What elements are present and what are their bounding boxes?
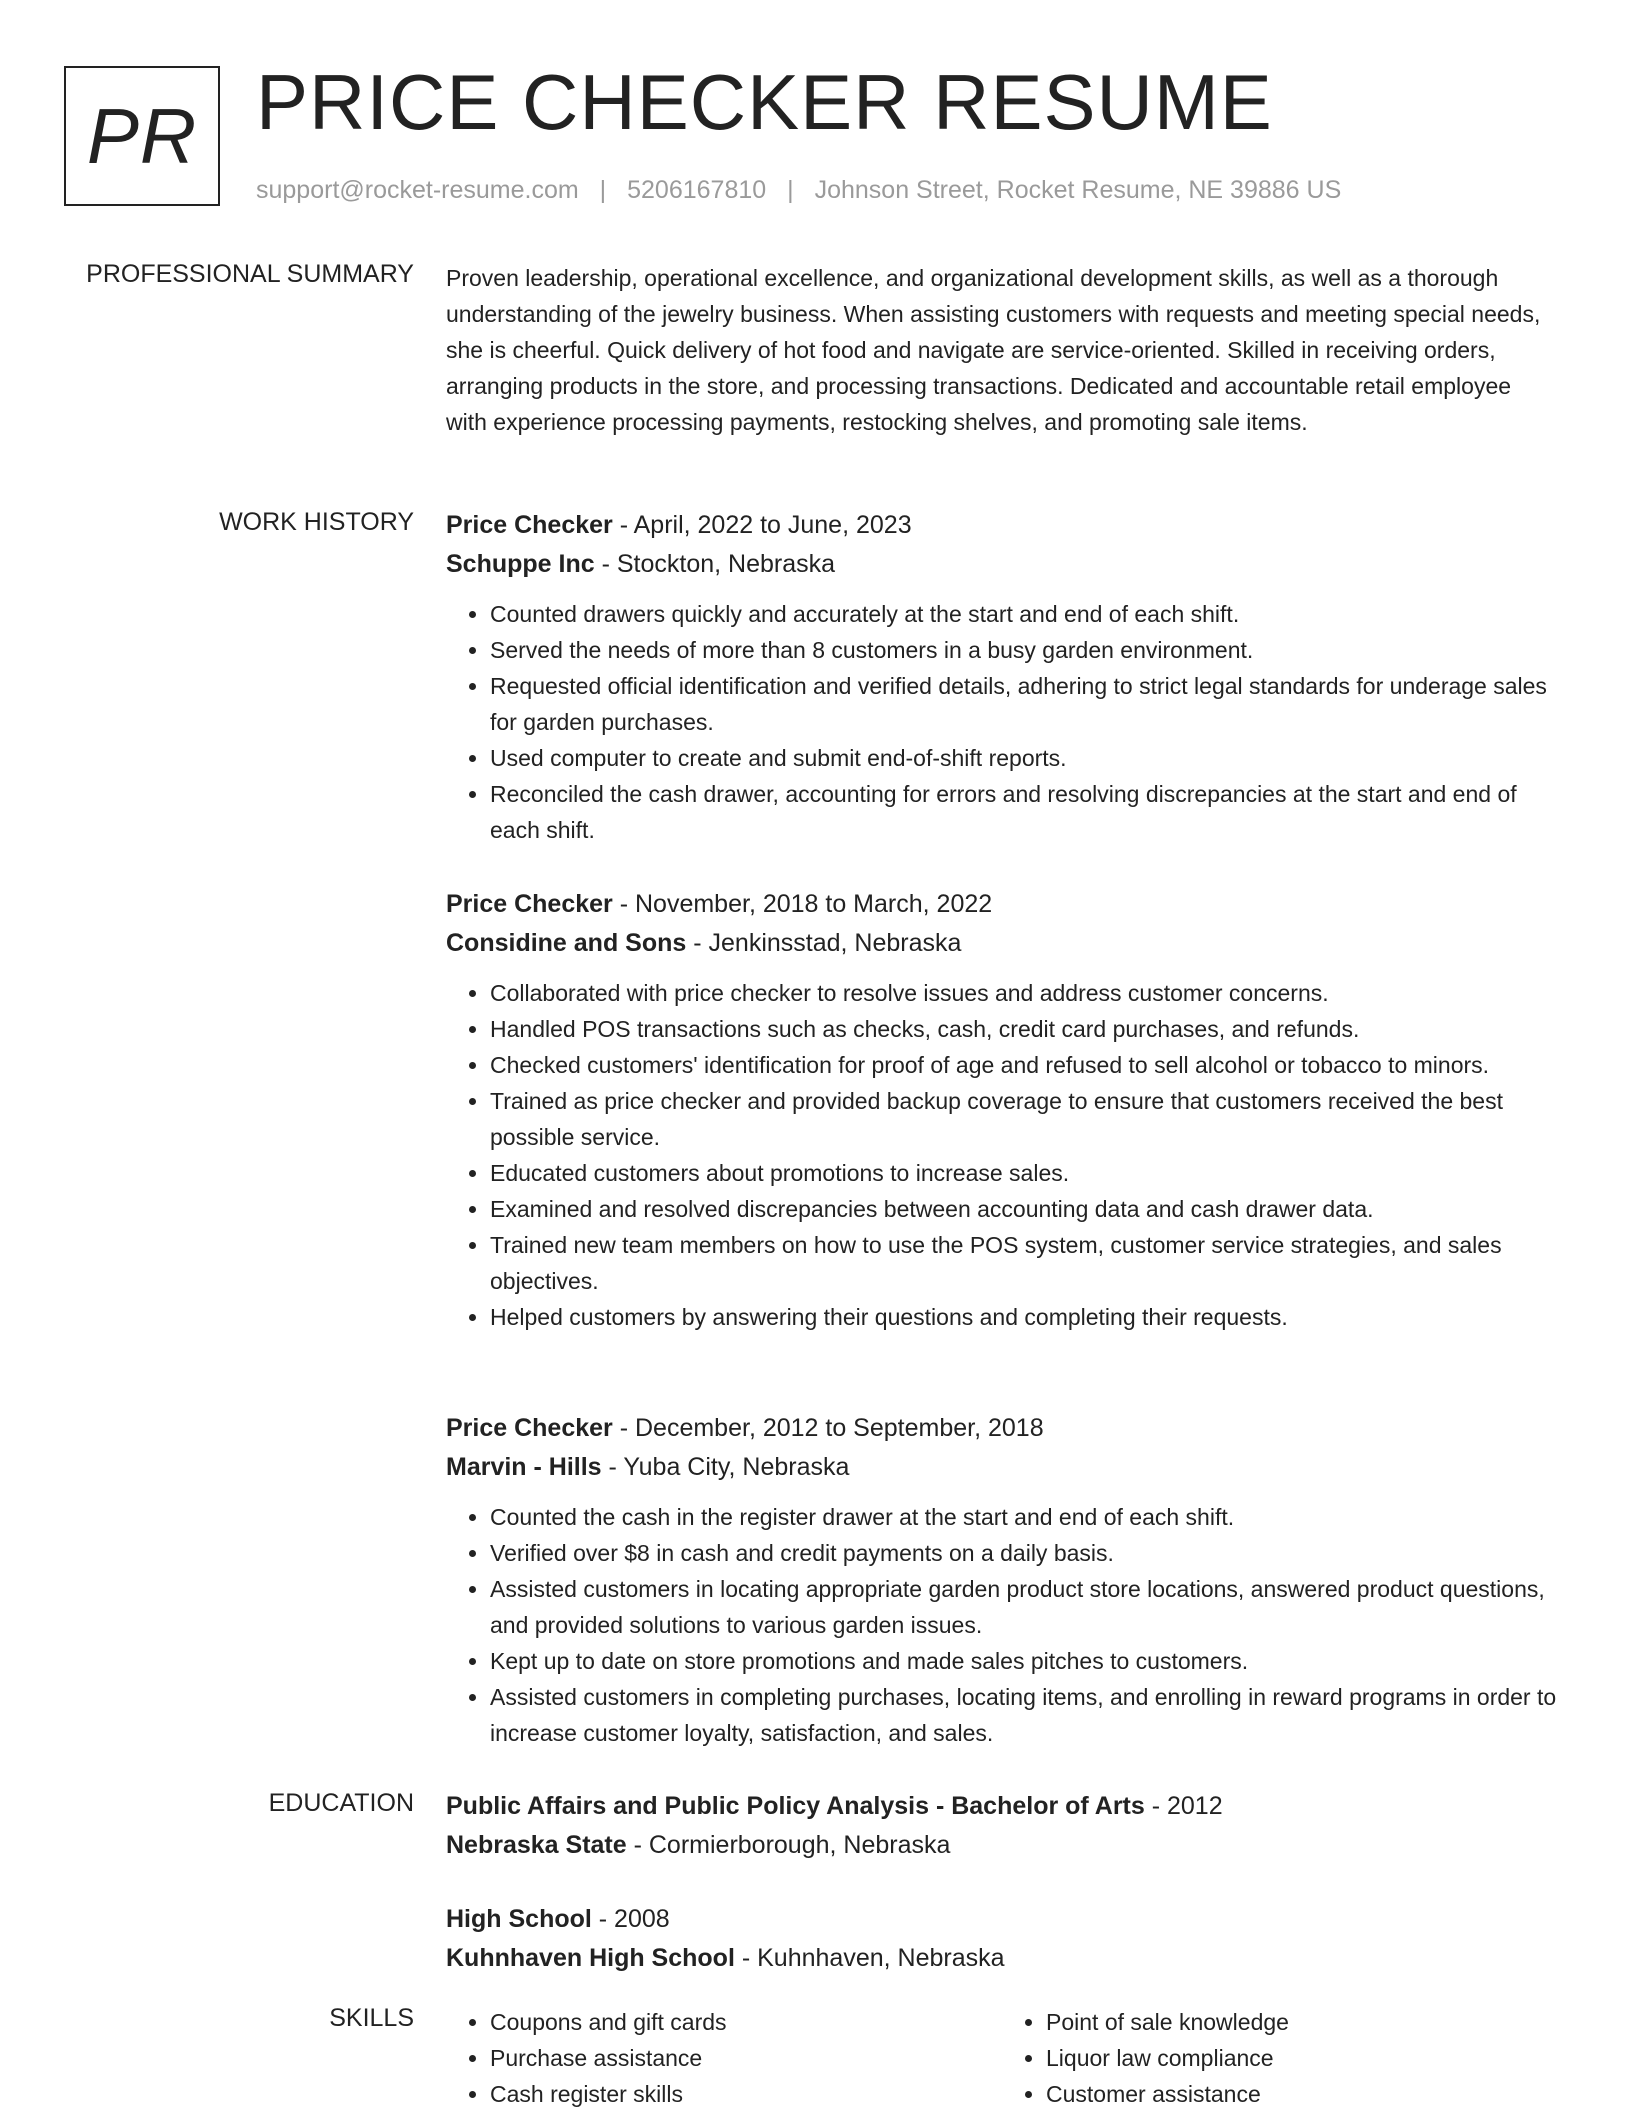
degree-name: Public Affairs and Public Policy Analysis - Bachelor of Arts — [446, 1792, 1145, 1820]
job-bullet: • Used computer to create and submit end-of-shift reports. — [490, 740, 1558, 776]
skill-item: • Cash register skills — [490, 2076, 1002, 2112]
job-bullet: • Educated customers about promotions to increase sales. — [490, 1155, 1558, 1191]
job-bullet: • Reconciled the cash drawer, accounting for errors and resolving discrepancies at the start and end of each shift. — [490, 776, 1558, 848]
skill-item: • Liquor law compliance — [1046, 2040, 1558, 2076]
skill-item: • Customer assistance — [1046, 2076, 1558, 2112]
job-bullet: • Counted the cash in the register drawer at the start and end of each shift. — [490, 1499, 1558, 1535]
job-bullet: • Collaborated with price checker to resolve issues and address customer concerns. — [490, 975, 1558, 1011]
job-title-line — [446, 1409, 1558, 1448]
job-entry — [446, 506, 1558, 848]
contact-email: support@rocket-resume.com — [256, 176, 579, 204]
school-name: Nebraska State — [446, 1831, 627, 1859]
job-location: - Jenkinsstad, Nebraska — [686, 929, 962, 957]
degree-year: - 2008 — [591, 1905, 670, 1933]
degree-year: - 2012 — [1144, 1792, 1223, 1820]
contact-address: Johnson Street, Rocket Resume, NE 39886 US — [814, 176, 1342, 204]
job-bullet: • Counted drawers quickly and accurately at the start and end of each shift. — [490, 596, 1558, 632]
education-entry — [446, 1787, 1558, 1865]
monogram-text: PR — [86, 91, 198, 180]
section-label-skills: SKILLS — [329, 2004, 414, 2032]
skill-item: • Purchase assistance — [490, 2040, 1002, 2076]
school-location: - Cormierborough, Nebraska — [626, 1831, 951, 1859]
job-bullet: • Handled POS transactions such as checks, cash, credit card purchases, and refunds. — [490, 1011, 1558, 1047]
job-bullet: • Checked customers' identification for proof of age and refused to sell alcohol or tobacco to minors. — [490, 1047, 1558, 1083]
degree-line — [446, 1900, 1558, 1939]
skills-column-right — [1002, 2004, 1558, 2112]
section-label-summary: PROFESSIONAL SUMMARY — [86, 260, 414, 288]
skill-item: • Coupons and gift cards — [490, 2004, 1002, 2040]
job-company: Considine and Sons — [446, 929, 687, 957]
skills-list — [446, 2004, 1558, 2112]
job-entry — [446, 1409, 1558, 1751]
skill-item: • Point of sale knowledge — [1046, 2004, 1558, 2040]
degree-line — [446, 1787, 1558, 1826]
section-label-work: WORK HISTORY — [219, 508, 414, 536]
school-line — [446, 1826, 1558, 1865]
job-company-line — [446, 545, 1558, 584]
job-bullet: • Trained new team members on how to use the POS system, customer service strategies, and sales objectives. — [490, 1227, 1558, 1299]
job-entry — [446, 885, 1558, 1335]
job-bullet: • Helped customers by answering their questions and completing their requests. — [490, 1299, 1558, 1335]
resume-title: PRICE CHECKER RESUME — [256, 58, 1273, 146]
job-dates: - December, 2012 to September, 2018 — [612, 1414, 1044, 1442]
job-location: - Stockton, Nebraska — [594, 550, 836, 578]
education-entry — [446, 1900, 1558, 1978]
job-dates: - November, 2018 to March, 2022 — [612, 890, 993, 918]
contact-line — [256, 176, 1341, 205]
job-bullet: • Examined and resolved discrepancies between accounting data and cash drawer data. — [490, 1191, 1558, 1227]
job-bullets — [446, 975, 1558, 1335]
job-title-line — [446, 885, 1558, 924]
job-bullet: • Assisted customers in locating appropriate garden product store locations, answered product questions, and provided solutions to various garden issues. — [490, 1571, 1558, 1643]
degree-name: High School — [446, 1905, 592, 1933]
job-bullets — [446, 1499, 1558, 1751]
summary-text: Proven leadership, operational excellence, and organizational development skills, as well as a thorough understanding of the jewelry business. When assisting customers with requests and meeting special needs, she is cheerful. Quick delivery of hot food and navigate are service-oriented. Skilled in receiving orders, arranging products in the store, and processing transactions. Dedicated and accountable retail employee with experience processing payments, restocking shelves, and promoting sale items. — [446, 265, 1541, 435]
job-company: Marvin - Hills — [446, 1453, 602, 1481]
job-bullet: • Verified over $8 in cash and credit payments on a daily basis. — [490, 1535, 1558, 1571]
skills-column-left — [446, 2004, 1002, 2112]
job-bullet: • Kept up to date on store promotions and made sales pitches to customers. — [490, 1643, 1558, 1679]
job-bullet: • Requested official identification and verified details, adhering to strict legal standards for underage sales for garden purchases. — [490, 668, 1558, 740]
job-company: Schuppe Inc — [446, 550, 595, 578]
job-title: Price Checker — [446, 511, 613, 539]
job-bullet: • Served the needs of more than 8 customers in a busy garden environment. — [490, 632, 1558, 668]
school-location: - Kuhnhaven, Nebraska — [734, 1944, 1005, 1972]
job-company-line — [446, 924, 1558, 963]
school-line — [446, 1939, 1558, 1978]
job-dates: - April, 2022 to June, 2023 — [612, 511, 912, 539]
section-label-education: EDUCATION — [268, 1789, 414, 1817]
contact-phone: 5206167810 — [627, 176, 767, 204]
job-company-line — [446, 1448, 1558, 1487]
job-title: Price Checker — [446, 890, 613, 918]
job-bullet: • Trained as price checker and provided backup coverage to ensure that customers received the best possible service. — [490, 1083, 1558, 1155]
school-name: Kuhnhaven High School — [446, 1944, 735, 1972]
job-title-line — [446, 506, 1558, 545]
job-title: Price Checker — [446, 1414, 613, 1442]
job-bullets — [446, 596, 1558, 848]
contact-separator: | — [599, 176, 607, 204]
job-bullet: • Assisted customers in completing purchases, locating items, and enrolling in reward programs in order to increase customer loyalty, satisfaction, and sales. — [490, 1679, 1558, 1751]
job-location: - Yuba City, Nebraska — [601, 1453, 850, 1481]
monogram-box — [64, 66, 220, 206]
contact-separator: | — [787, 176, 794, 204]
